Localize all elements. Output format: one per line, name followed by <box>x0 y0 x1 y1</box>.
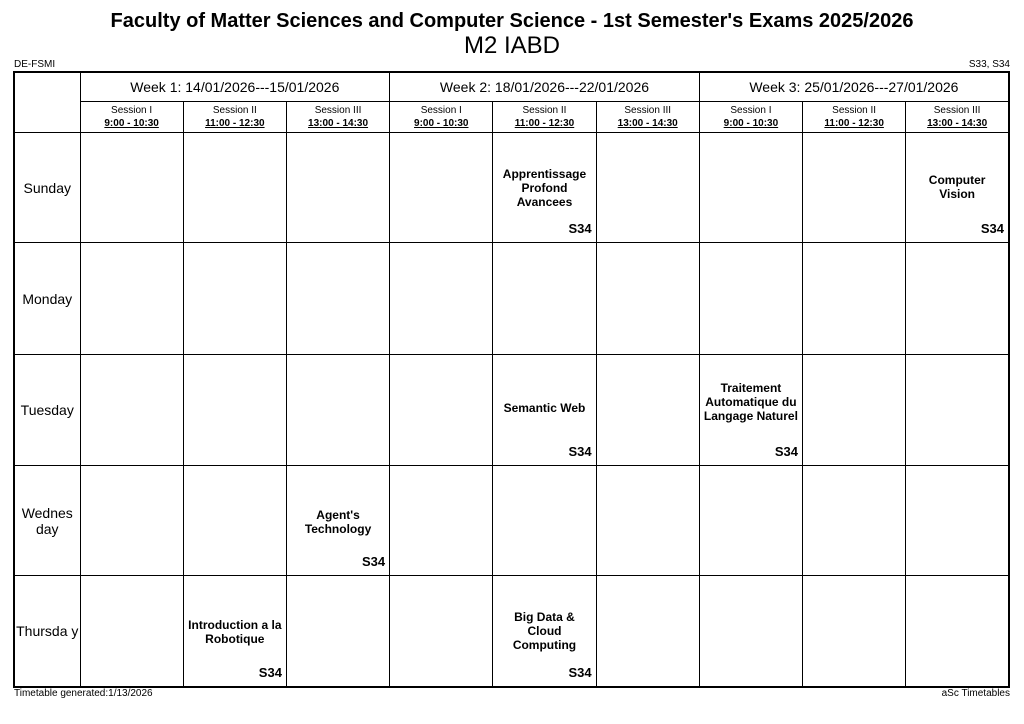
exam-room: S34 <box>774 443 799 459</box>
slot-cell <box>390 133 493 243</box>
slot-cell <box>699 576 802 687</box>
week-header: Week 3: 25/01/2026---27/01/2026 <box>699 72 1009 102</box>
slot-cell <box>803 354 906 465</box>
exam-entry[interactable] <box>493 576 595 686</box>
exam-room: S34 <box>980 221 1004 237</box>
slot-cell <box>699 354 802 465</box>
slot-cell <box>80 576 183 687</box>
session-header <box>596 102 699 133</box>
slot-cell <box>183 576 286 687</box>
slot-cell <box>286 133 389 243</box>
slot-cell <box>906 133 1009 243</box>
slot-cell <box>596 133 699 243</box>
exam-name: Traitement Automatique du Langage Naturel <box>703 380 798 423</box>
slot-cell <box>596 354 699 465</box>
exam-room: S34 <box>362 554 386 570</box>
page-title: Faculty of Matter Sciences and Computer Science - 1st Semester's Exams 2025/2026 <box>110 10 914 32</box>
session-time: 11:00 - 12:30 <box>205 118 265 130</box>
exam-name: Big Data & Cloud Computing <box>512 610 577 653</box>
exam-room: S34 <box>568 443 592 459</box>
exam-name: Computer Vision <box>928 173 986 202</box>
week-header: Week 1: 14/01/2026---15/01/2026 <box>80 72 390 102</box>
slot-cell <box>906 354 1009 465</box>
slot-cell <box>286 576 389 687</box>
session-label: Session III <box>624 105 672 117</box>
slot-cell <box>699 133 802 243</box>
exam-name: Agent's Technology <box>304 507 372 536</box>
exam-name: Semantic Web <box>503 400 586 415</box>
software-brand: aSc Timetables <box>941 688 1010 699</box>
slot-cell <box>390 576 493 687</box>
slot-cell <box>906 576 1009 687</box>
slot-cell <box>699 465 802 575</box>
exam-entry[interactable] <box>287 466 389 575</box>
session-header <box>803 102 906 133</box>
slot-cell <box>183 133 286 243</box>
session-time: 13:00 - 14:30 <box>617 118 678 130</box>
slot-cell <box>390 354 493 465</box>
slot-cell <box>286 354 389 465</box>
session-time: 9:00 - 10:30 <box>723 118 779 130</box>
session-label: Session III <box>933 105 981 117</box>
week-header: Week 2: 18/01/2026---22/01/2026 <box>390 72 700 102</box>
session-header <box>906 102 1009 133</box>
slot-cell <box>390 465 493 575</box>
session-time: 9:00 - 10:30 <box>414 118 469 130</box>
slot-cell <box>183 243 286 354</box>
slot-cell <box>596 576 699 687</box>
exam-room: S34 <box>258 665 282 680</box>
exam-name: Introduction a la Robotique <box>188 618 282 647</box>
session-header <box>183 102 286 133</box>
session-time: 13:00 - 14:30 <box>927 118 988 130</box>
slot-cell <box>493 354 596 465</box>
session-label: Session III <box>314 105 362 117</box>
session-time: 11:00 - 12:30 <box>514 118 575 130</box>
session-header <box>699 102 802 133</box>
slot-cell <box>390 243 493 354</box>
session-label: Session II <box>522 105 567 117</box>
slot-cell <box>80 465 183 575</box>
exam-entry[interactable] <box>700 355 802 465</box>
session-time: 11:00 - 12:30 <box>824 118 884 130</box>
department-code: DE-FSMI <box>14 59 56 70</box>
slot-cell <box>286 465 389 575</box>
slot-cell <box>803 465 906 575</box>
class-name: M2 IABD <box>463 32 561 59</box>
slot-cell <box>803 133 906 243</box>
slot-cell <box>493 243 596 354</box>
slot-cell <box>803 576 906 687</box>
session-time: 9:00 - 10:30 <box>104 118 159 130</box>
slot-cell <box>183 465 286 575</box>
session-label: Session I <box>730 105 772 117</box>
exam-room: S34 <box>568 665 592 680</box>
generated-date: Timetable generated:1/13/2026 <box>14 688 153 699</box>
session-header <box>286 102 389 133</box>
session-label: Session II <box>212 105 257 117</box>
day-label: Sunday <box>14 133 80 243</box>
exam-entry[interactable] <box>493 133 595 242</box>
day-label: Tuesday <box>14 354 80 465</box>
exam-entry[interactable] <box>184 576 286 686</box>
slot-cell <box>286 243 389 354</box>
slot-cell <box>803 243 906 354</box>
slot-cell <box>183 354 286 465</box>
slot-cell <box>80 243 183 354</box>
exam-timetable <box>13 71 1010 688</box>
session-label: Session I <box>420 105 462 117</box>
slot-cell <box>596 243 699 354</box>
slot-cell <box>699 243 802 354</box>
exam-entry[interactable] <box>493 355 595 465</box>
slot-cell <box>906 243 1009 354</box>
slot-cell <box>596 465 699 575</box>
slot-cell <box>80 133 183 243</box>
corner-cell <box>14 72 80 133</box>
session-header <box>493 102 596 133</box>
slot-cell <box>493 465 596 575</box>
session-label: Session I <box>111 105 153 117</box>
exam-room: S34 <box>568 221 592 237</box>
rooms-code: S33, S34 <box>968 59 1010 70</box>
session-header <box>390 102 493 133</box>
slot-cell <box>493 576 596 687</box>
day-label: Monday <box>14 243 80 354</box>
day-label: Wednes day <box>14 465 80 575</box>
slot-cell <box>906 465 1009 575</box>
day-label: Thursda y <box>14 576 80 687</box>
exam-entry[interactable] <box>906 133 1008 242</box>
session-header <box>80 102 183 133</box>
session-time: 13:00 - 14:30 <box>308 118 369 130</box>
slot-cell <box>493 133 596 243</box>
exam-name: Apprentissage Profond Avancees <box>502 167 587 210</box>
session-label: Session II <box>832 105 877 117</box>
slot-cell <box>80 354 183 465</box>
